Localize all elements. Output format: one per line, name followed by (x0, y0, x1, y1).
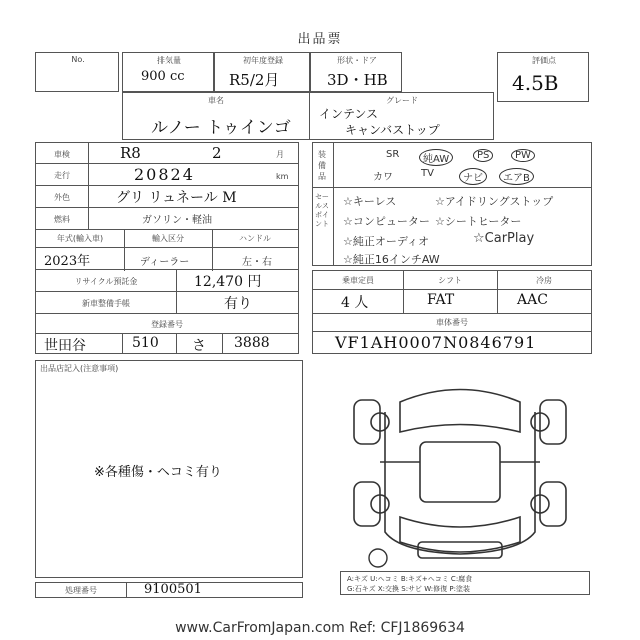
inspection-year: R8 (120, 144, 141, 162)
displacement-label: 排気量 (157, 56, 181, 65)
sales-point-4: ☆シートヒーター (435, 215, 522, 228)
car-name-value: ルノー トゥインゴ (151, 118, 291, 138)
plate-class: 510 (132, 335, 159, 351)
grade-line1: インテンス (319, 107, 379, 121)
manual-label: 新車整備手帳 (82, 299, 130, 308)
plate-kana: さ (192, 338, 206, 354)
model-year-label: 年式(輸入車) (56, 234, 104, 243)
sales-points-label: セールスポイント (315, 193, 329, 228)
color-value: グリ リュネール M (116, 190, 237, 206)
equip-leather: カワ (373, 172, 393, 183)
diagram-side-left-front (354, 400, 380, 444)
equip-pw: PW (511, 149, 535, 162)
shift-value: FAT (427, 292, 455, 308)
ac-value: AAC (517, 292, 548, 308)
handle-value: 左・右 (242, 257, 272, 268)
diagram-spare-tire (369, 549, 387, 567)
sales-point-6: ☆CarPlay (473, 231, 535, 246)
remarks-text: ※各種傷・ヘコミ有り (94, 465, 222, 480)
displacement-value: 900 cc (141, 69, 185, 84)
equip-sr: SR (386, 149, 400, 160)
equip-tv: TV (421, 168, 434, 179)
no-label: No. (71, 55, 85, 64)
diagram-roof (420, 442, 500, 502)
vin-label: 車体番号 (436, 318, 468, 327)
sheet-title: 出品票 (297, 32, 343, 47)
legend-row-1: A:キズ U:ヘコミ B:キズ+ヘコミ C:腐食 (347, 575, 473, 583)
sales-point-5: ☆純正オーディオ (343, 235, 429, 248)
equipment-side-label: 装備品 (318, 150, 326, 181)
mileage-value: 20824 (134, 165, 195, 184)
watermark-footer: www.CarFromJapan.com Ref: CFJ1869634 (175, 620, 465, 636)
recycle-value: 12,470 円 (194, 274, 262, 290)
capacity-value: 4 人 (341, 295, 369, 311)
remarks-box (35, 360, 303, 578)
import-label: 輸入区分 (152, 234, 184, 243)
equip-airbag: エアB (499, 168, 534, 185)
equip-navi: ナビ (459, 168, 487, 185)
legend-row-2: G:石キズ X:交換 S:サビ W:修復 P:塗装 (347, 585, 470, 593)
body-value: 3D・HB (327, 71, 388, 89)
body-box (310, 52, 402, 92)
handle-label: ハンドル (239, 234, 271, 243)
shift-label: シフト (438, 276, 462, 285)
first-reg-label: 初年度登録 (243, 56, 283, 65)
manual-value: 有り (224, 296, 252, 312)
sales-point-1: ☆キーレス (343, 195, 397, 208)
process-value: 9100501 (144, 582, 202, 597)
diagram-top-outline (400, 390, 520, 433)
diagram-side-left-rear (354, 482, 380, 526)
spec-table (312, 270, 592, 354)
grade-line2: キャンバストップ (345, 123, 440, 137)
details-table (35, 142, 299, 354)
sales-point-7: ☆純正16インチAW (343, 253, 440, 266)
vin-value: VF1AH0007N0846791 (335, 333, 537, 352)
score-label: 評価点 (532, 56, 556, 65)
import-value: ディーラー (140, 257, 190, 268)
plate-number: 3888 (234, 335, 270, 351)
damage-legend (340, 571, 590, 595)
process-label: 処理番号 (65, 586, 97, 595)
car-name-label: 車名 (208, 96, 224, 105)
grade-label: グレード (386, 96, 418, 105)
diagram-side-right-front (540, 400, 566, 444)
diagram-body-outline (385, 412, 535, 554)
ac-label: 冷房 (536, 276, 552, 285)
sales-point-2: ☆アイドリングストップ (435, 195, 554, 208)
equip-aw: 純AW (419, 149, 453, 166)
color-label: 外色 (54, 193, 70, 202)
recycle-label: リサイクル預託金 (74, 277, 138, 286)
displacement-box (122, 52, 214, 92)
mileage-label: 走行 (54, 171, 70, 180)
inspection-month: 2 (212, 144, 222, 162)
process-box (35, 582, 303, 598)
car-damage-diagram (340, 372, 580, 572)
inspection-unit: 月 (276, 150, 284, 159)
inspection-label: 車検 (54, 150, 70, 159)
diagram-side-right-rear (540, 482, 566, 526)
equip-ps: PS (473, 149, 493, 162)
mileage-unit: km (276, 172, 289, 181)
fuel-value: ガソリン・軽油 (142, 215, 212, 226)
first-reg-box (214, 52, 310, 92)
body-label: 形状・ドア (337, 56, 377, 65)
score-value: 4.5B (512, 71, 559, 95)
capacity-label: 乗車定員 (342, 276, 374, 285)
score-box (497, 52, 589, 102)
car-box (122, 92, 494, 140)
no-box (35, 52, 119, 92)
first-reg-value: R5/2月 (229, 71, 280, 89)
equipment-box (312, 142, 592, 266)
fuel-label: 燃料 (54, 215, 70, 224)
plate-area: 世田谷 (44, 338, 86, 354)
model-year-value: 2023年 (44, 254, 91, 269)
remarks-label: 出品店記入(注意事項) (40, 364, 119, 373)
sales-point-3: ☆コンピューター (343, 215, 430, 228)
plate-label: 登録番号 (151, 320, 183, 329)
